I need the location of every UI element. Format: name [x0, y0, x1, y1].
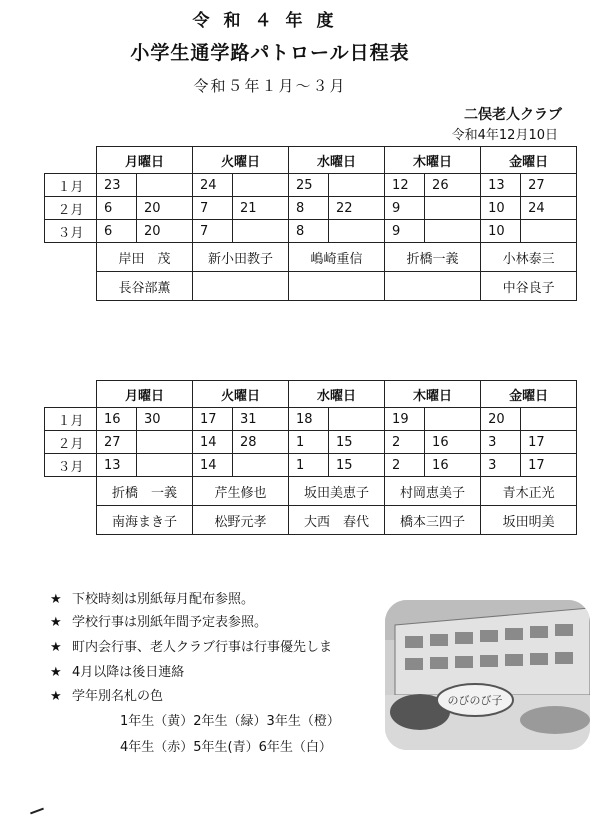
day-header: 金曜日 [481, 381, 577, 408]
date-cell: 25 [289, 174, 329, 197]
date-cell: 23 [97, 174, 137, 197]
month-label: ２月 [45, 197, 97, 220]
day-header: 金曜日 [481, 147, 577, 174]
volunteer-name: 青木正光 [481, 477, 577, 506]
note-item [50, 661, 184, 680]
volunteer-name: 小林泰三 [481, 243, 577, 272]
date-cell: 17 [521, 431, 577, 454]
star-bullet-icon: ★ [50, 592, 62, 607]
date-cell: 15 [329, 431, 385, 454]
volunteer-name [289, 272, 385, 301]
date-cell [137, 454, 193, 477]
day-header: 水曜日 [289, 381, 385, 408]
volunteer-name: 嶋崎重信 [289, 243, 385, 272]
note-text: 下校時刻は別紙毎月配布参照。 [72, 592, 255, 607]
date-cell: 31 [233, 408, 289, 431]
row-blank [45, 243, 97, 272]
date-cell: 17 [521, 454, 577, 477]
volunteer-name [385, 272, 481, 301]
note-text: 4月以降は後日連絡 [72, 665, 185, 680]
date-cell: 18 [289, 408, 329, 431]
schedule-table-1 [44, 146, 577, 301]
volunteer-name [193, 272, 289, 301]
volunteer-name: 坂田明美 [481, 506, 577, 535]
date-cell: 14 [193, 454, 233, 477]
date-cell: 24 [193, 174, 233, 197]
corner-blank [45, 381, 97, 408]
date-cell: 3 [481, 431, 521, 454]
day-header-row [45, 381, 577, 408]
date-cell: 14 [193, 431, 233, 454]
date-cell [329, 408, 385, 431]
date-cell: 9 [385, 220, 425, 243]
school-photo [385, 600, 590, 750]
note-text: 町内会行事、老人クラブ行事は行事優先しま [72, 640, 333, 655]
date-cell: 8 [289, 197, 329, 220]
date-cell: 15 [329, 454, 385, 477]
volunteer-name: 村岡恵美子 [385, 477, 481, 506]
month-label: １月 [45, 408, 97, 431]
volunteer-name: 長谷部薫 [97, 272, 193, 301]
date-cell [137, 431, 193, 454]
volunteer-name: 中谷良子 [481, 272, 577, 301]
photo-sign-text: のびのび子 [447, 694, 503, 707]
volunteer-name: 折橋 一義 [97, 477, 193, 506]
row-blank [45, 506, 97, 535]
date-cell [233, 174, 289, 197]
date-cell: 19 [385, 408, 425, 431]
volunteer-name: 芹生修也 [193, 477, 289, 506]
date-cell: 17 [193, 408, 233, 431]
day-header: 木曜日 [385, 147, 481, 174]
date-cell: 27 [97, 431, 137, 454]
date-cell: 2 [385, 431, 425, 454]
nametag-colors-line: 1年生（黄）2年生（緑）3年生（橙） [120, 714, 340, 729]
date-cell [233, 220, 289, 243]
era-heading: 令和４年度 [192, 11, 348, 31]
schedule-table-2 [44, 380, 577, 535]
date-cell: 7 [193, 197, 233, 220]
star-bullet-icon: ★ [50, 615, 62, 630]
date-cell: 30 [137, 408, 193, 431]
date-cell: 20 [137, 197, 193, 220]
volunteer-name: 新小田教子 [193, 243, 289, 272]
note-text: 学年別名札の色 [72, 689, 164, 704]
issue-date: 令和4年12月10日 [451, 128, 558, 143]
date-cell: 20 [137, 220, 193, 243]
date-cell: 6 [97, 220, 137, 243]
note-item [50, 636, 332, 655]
date-cell: 27 [521, 174, 577, 197]
month-row [45, 454, 577, 477]
note-item [50, 588, 254, 607]
row-blank [45, 477, 97, 506]
volunteer-name: 大西 春代 [289, 506, 385, 535]
date-cell: 1 [289, 454, 329, 477]
month-row [45, 220, 577, 243]
note-item [50, 685, 163, 704]
month-row [45, 174, 577, 197]
date-cell: 2 [385, 454, 425, 477]
name-row [45, 506, 577, 535]
date-cell [137, 174, 193, 197]
day-header: 月曜日 [97, 147, 193, 174]
volunteer-name: 南海まき子 [97, 506, 193, 535]
star-bullet-icon: ★ [50, 640, 62, 655]
corner-blank [45, 147, 97, 174]
date-cell: 1 [289, 431, 329, 454]
nametag-colors-line: 4年生（赤）5年生(青）6年生（白） [120, 740, 332, 755]
month-row [45, 408, 577, 431]
scan-mark [30, 808, 44, 815]
name-row [45, 272, 577, 301]
month-row [45, 431, 577, 454]
date-cell: 7 [193, 220, 233, 243]
date-cell [521, 408, 577, 431]
date-cell: 20 [481, 408, 521, 431]
star-bullet-icon: ★ [50, 689, 62, 704]
volunteer-name: 松野元孝 [193, 506, 289, 535]
volunteer-name: 折橋一義 [385, 243, 481, 272]
note-text: 学校行事は別紙年間予定表参照。 [72, 615, 268, 630]
date-cell: 12 [385, 174, 425, 197]
month-label: ３月 [45, 220, 97, 243]
page-title: 小学生通学路パトロール日程表 [130, 42, 410, 64]
name-row [45, 243, 577, 272]
volunteer-name: 岸田 茂 [97, 243, 193, 272]
date-cell: 16 [97, 408, 137, 431]
month-label: ２月 [45, 431, 97, 454]
month-row [45, 197, 577, 220]
date-cell [425, 408, 481, 431]
organization-name: 二俣老人クラブ [464, 107, 562, 123]
date-cell [329, 220, 385, 243]
date-cell: 10 [481, 197, 521, 220]
date-cell: 26 [425, 174, 481, 197]
month-label: １月 [45, 174, 97, 197]
volunteer-name: 橋本三四子 [385, 506, 481, 535]
volunteer-name: 坂田美恵子 [289, 477, 385, 506]
schedule-period: 令和５年１月～３月 [193, 77, 347, 95]
date-cell: 13 [481, 174, 521, 197]
date-cell: 21 [233, 197, 289, 220]
date-cell: 10 [481, 220, 521, 243]
row-blank [45, 272, 97, 301]
star-bullet-icon: ★ [50, 665, 62, 680]
date-cell [233, 454, 289, 477]
date-cell [425, 220, 481, 243]
date-cell: 16 [425, 431, 481, 454]
day-header: 木曜日 [385, 381, 481, 408]
date-cell [521, 220, 577, 243]
month-label: ３月 [45, 454, 97, 477]
day-header: 火曜日 [193, 147, 289, 174]
date-cell: 28 [233, 431, 289, 454]
date-cell [329, 174, 385, 197]
name-row [45, 477, 577, 506]
day-header: 火曜日 [193, 381, 289, 408]
date-cell: 22 [329, 197, 385, 220]
day-header-row [45, 147, 577, 174]
date-cell: 24 [521, 197, 577, 220]
day-header: 月曜日 [97, 381, 193, 408]
date-cell: 3 [481, 454, 521, 477]
day-header: 水曜日 [289, 147, 385, 174]
date-cell: 9 [385, 197, 425, 220]
date-cell [425, 197, 481, 220]
date-cell: 16 [425, 454, 481, 477]
date-cell: 8 [289, 220, 329, 243]
school-building-image [385, 600, 590, 750]
note-item [50, 611, 267, 630]
date-cell: 13 [97, 454, 137, 477]
date-cell: 6 [97, 197, 137, 220]
